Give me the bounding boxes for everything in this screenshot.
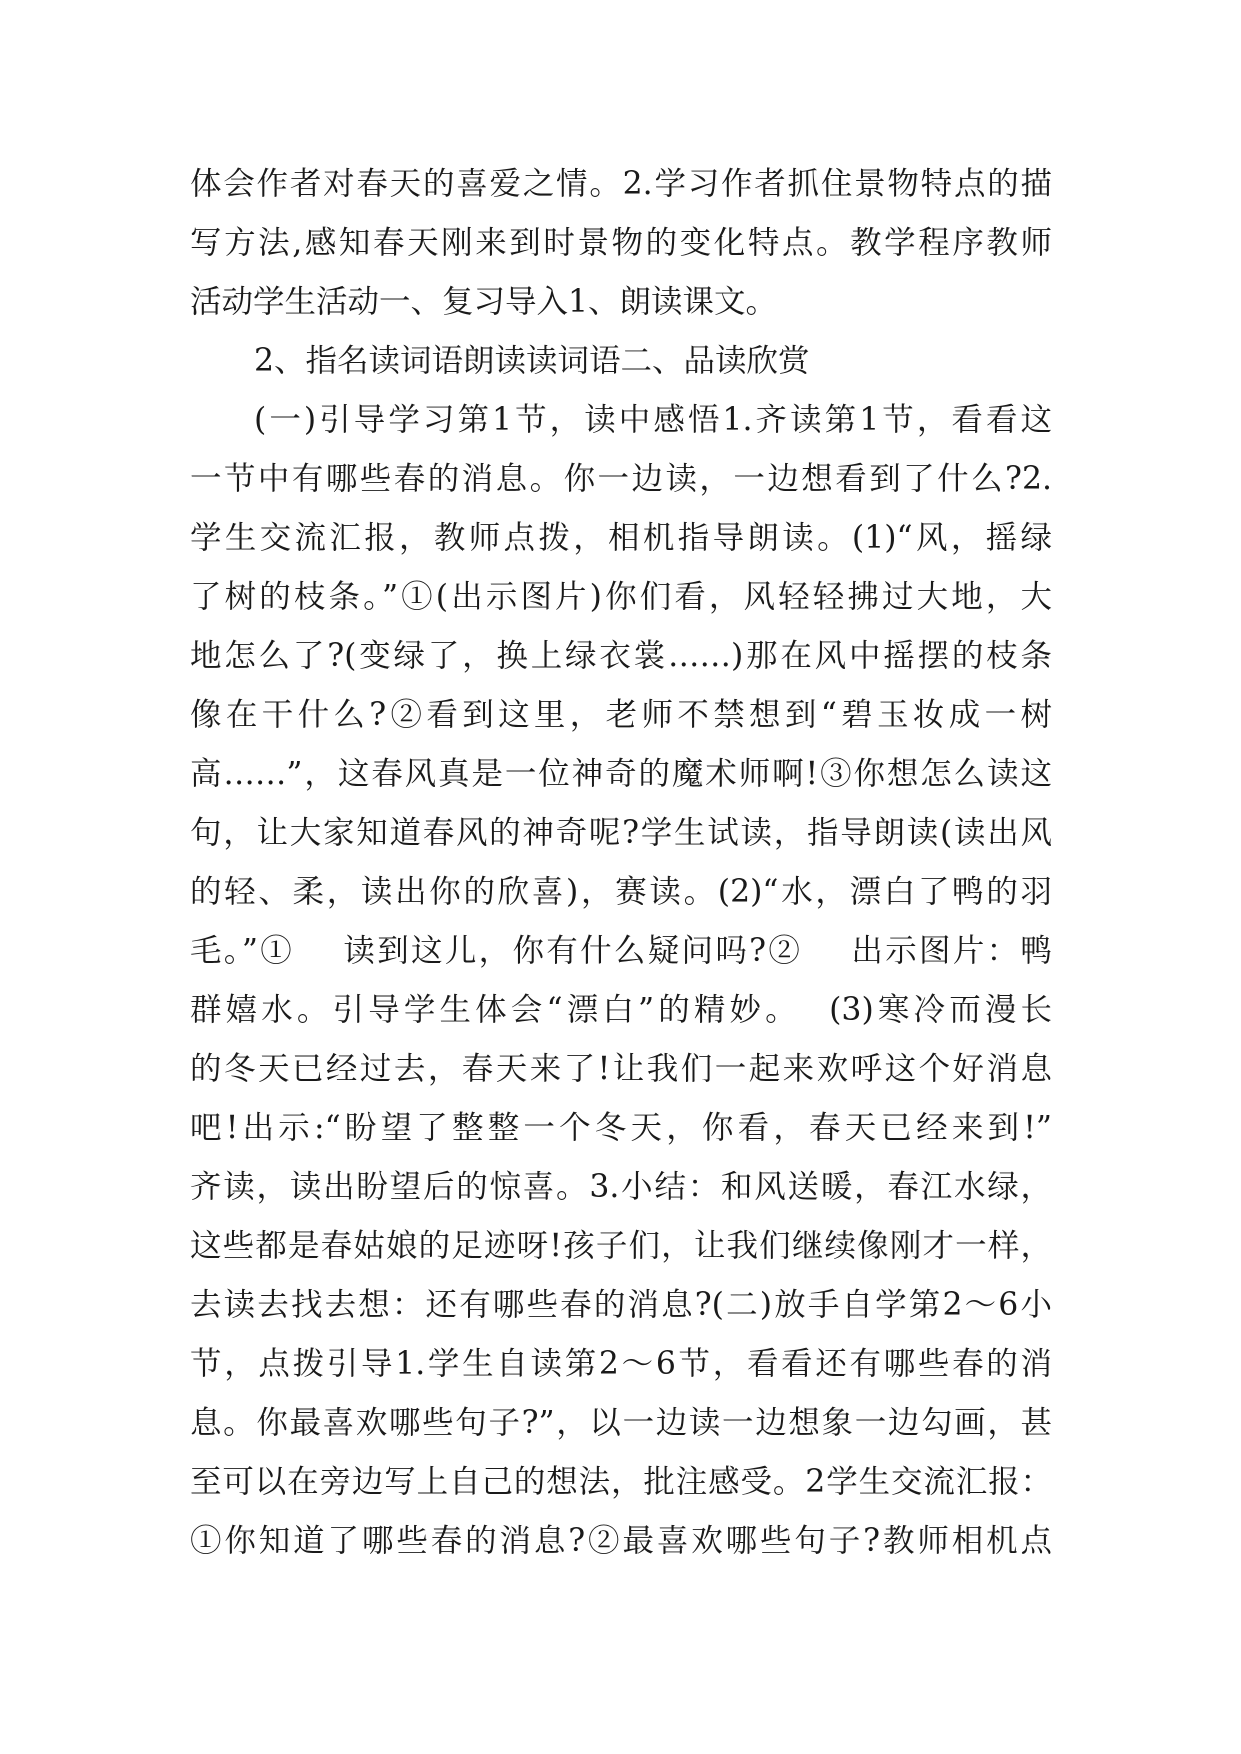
text-line: 吧!出示:“盼望了整整一个冬天，你看，春天已经来到!” <box>190 1110 1052 1146</box>
text-line: 体会作者对春天的喜爱之情。2.学习作者抓住景物特点的描 <box>190 166 1052 202</box>
text-line: 高……”，这春风真是一位神奇的魔术师啊!③你想怎么读这 <box>190 756 1052 792</box>
text-line: 去读去找去想：还有哪些春的消息?(二)放手自学第2～6小 <box>190 1287 1052 1323</box>
text-line: 至可以在旁边写上自己的想法，批注感受。2学生交流汇报： <box>190 1464 1052 1500</box>
document-body <box>190 155 1052 1571</box>
text-line: 2、指名读词语朗读读词语二、品读欣赏 <box>254 343 810 379</box>
text-line: 一节中有哪些春的消息。你一边读，一边想看到了什么?2. <box>190 461 1052 497</box>
text-line: 齐读，读出盼望后的惊喜。3.小结：和风送暖，春江水绿， <box>190 1169 1052 1205</box>
text-line: 学生交流汇报，教师点拨，相机指导朗读。(1)“风，摇绿 <box>190 520 1052 556</box>
text-line: 这些都是春姑娘的足迹呀!孩子们，让我们继续像刚才一样， <box>190 1228 1052 1264</box>
text-line: 句，让大家知道春风的神奇呢?学生试读，指导朗读(读出风 <box>190 815 1052 851</box>
text-line: 像在干什么?②看到这里，老师不禁想到“碧玉妆成一树 <box>190 697 1052 733</box>
text-line: ①你知道了哪些春的消息?②最喜欢哪些句子?教师相机点 <box>190 1523 1052 1559</box>
text-line: 群嬉水。引导学生体会“漂白”的精妙。 (3)寒冷而漫长 <box>190 992 1052 1028</box>
text-line: 的轻、柔，读出你的欣喜)，赛读。(2)“水，漂白了鸭的羽 <box>190 874 1052 910</box>
text-line: 毛。”① 读到这儿，你有什么疑问吗?② 出示图片：鸭 <box>190 933 1052 969</box>
text-line: 了树的枝条。”①(出示图片)你们看，风轻轻拂过大地，大 <box>190 579 1052 615</box>
text-line: 息。你最喜欢哪些句子?”，以一边读一边想象一边勾画，甚 <box>190 1405 1052 1441</box>
text-line: 活动学生活动一、复习导入1、朗读课文。 <box>190 284 778 320</box>
text-line: (一)引导学习第1节，读中感悟1.齐读第1节，看看这 <box>254 402 1052 438</box>
text-line: 写方法,感知春天刚来到时景物的变化特点。教学程序教师 <box>190 225 1052 261</box>
text-line: 节，点拨引导1.学生自读第2～6节，看看还有哪些春的消 <box>190 1346 1052 1382</box>
text-line: 的冬天已经过去，春天来了!让我们一起来欢呼这个好消息 <box>190 1051 1052 1087</box>
text-line: 地怎么了?(变绿了，换上绿衣裳……)那在风中摇摆的枝条 <box>190 638 1052 674</box>
